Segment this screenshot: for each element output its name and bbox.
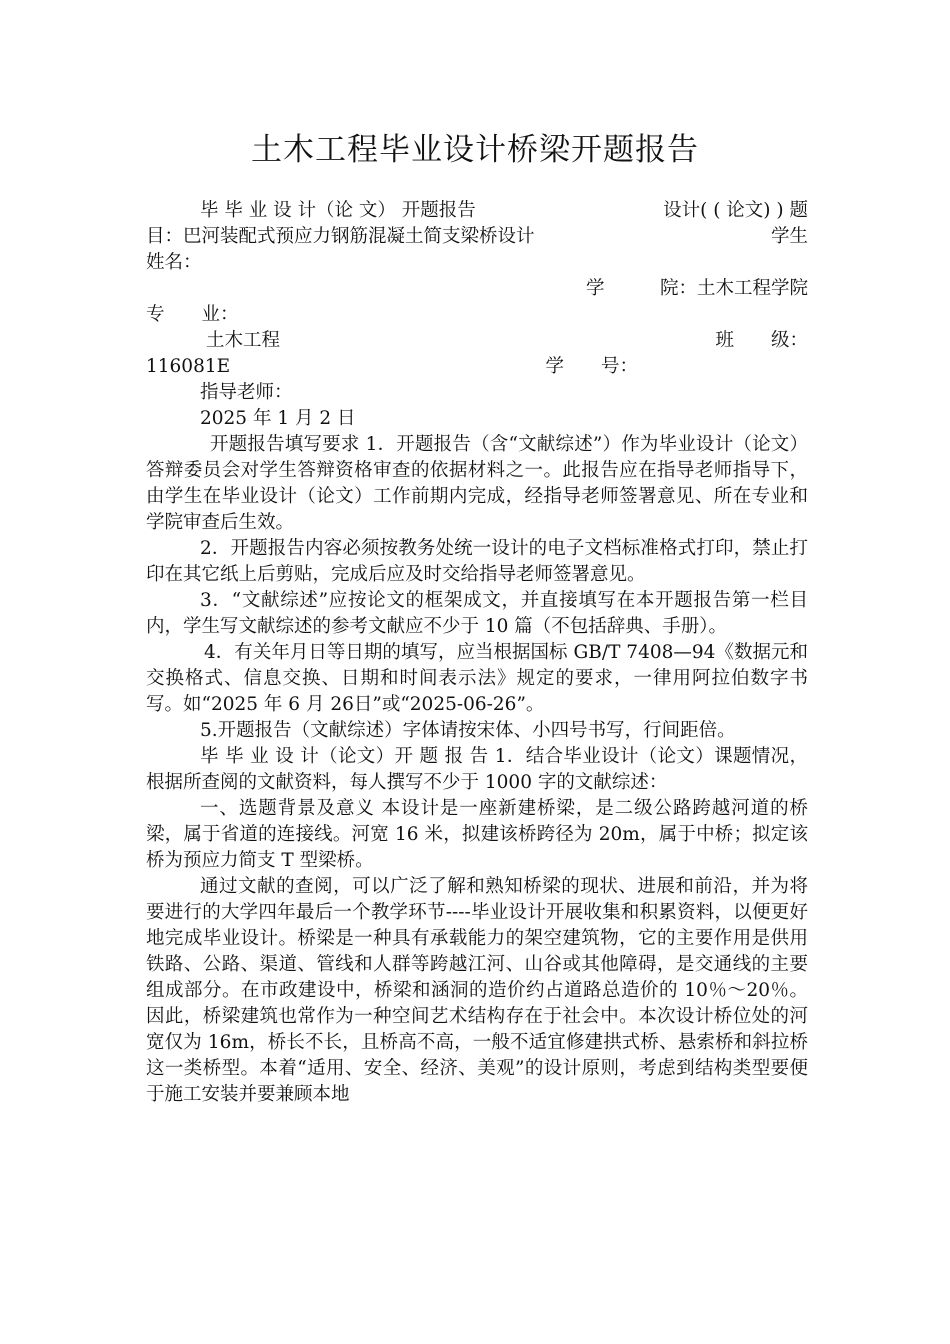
- student-no-label: 学 号：: [545, 356, 638, 377]
- advisor-label: 指导老师：: [200, 382, 293, 403]
- requirement-paragraph-4: 4．有关年月日等日期的填写，应当根据国标 GB/T 7408—94《数据元和交换格式、信息交换、日期和时间表示法》规定的要求，一律用阿拉伯数字书写。如“2025 年 6 月 26日”或“2025-06-26”。: [146, 642, 808, 715]
- requirement-paragraph-2: 2．开题报告内容必须按教务处统一设计的电子文档标准格式打印，禁止打印在其它纸上后剪贴，完成后应及时交给指导老师签署意见。: [146, 538, 808, 585]
- document-body: [146, 198, 808, 1108]
- document-title: 土木工程毕业设计桥梁开题报告: [251, 132, 699, 168]
- requirement-paragraph-1: 开题报告填写要求 1．开题报告（含“文献综述”）作为毕业设计（论文）答辩委员会对学生答辩资格审查的依据材料之一。此报告应在指导老师指导下，由学生在毕业设计（论文）工作前期内完成，经指导老师签署意见、所在专业和学院审查后生效。: [146, 434, 808, 533]
- student-name-label: 姓名：: [146, 252, 202, 273]
- literature-paragraph: 通过文献的查阅，可以广泛了解和熟知桥梁的现状、进展和前沿，并为将要进行的大学四年最后一个教学环节----毕业设计开展收集和积累资料，以便更好地完成毕业设计。桥梁是一种具有承载能力的架空建筑物，它的主要作用是供用铁路、公路、渠道、管线和人群等跨越江河、山谷或其他障碍，是交通线的主要组成部分。在市政建设中，桥梁和涵洞的造价约占道路总造价的 10％～20％。因此，桥梁建筑也常作为一种空间艺术结构存在于社会中。本次设计桥位处的河宽仅为 16m，桥长不长，且桥高不高，一般不适宜修建拱式桥、悬索桥和斜拉桥这一类桥型。本着“适用、安全、经济、美观”的设计原则，考虑到结构类型要便于施工安装并要兼顾本地: [146, 876, 808, 1105]
- section-intro-paragraph: 毕 毕 业 设 计（论文）开 题 报 告 1．结合毕业设计（论文）课题情况，根据所查阅的文献资料，每人撰写不少于 1000 字的文献综述：: [146, 746, 808, 793]
- requirement-paragraph-5: 5.开题报告（文献综述）字体请按宋体、小四号书写，行间距倍。: [200, 720, 736, 741]
- header-line-2: [146, 224, 808, 250]
- report-heading: 毕 毕 业 设 计（论 文） 开题报告: [200, 200, 476, 221]
- requirement-paragraph-3: 3．“文献综述”应按论文的框架成文，并直接填写在本开题报告第一栏目内，学生写文献综述的参考文献应不少于 10 篇（不包括辞典、手册）。: [146, 590, 808, 637]
- college-field: 学 院：土木工程学院: [585, 278, 808, 299]
- student-label-part: 学生: [770, 226, 808, 247]
- background-paragraph: 一、选题背景及意义 本设计是一座新建桥梁，是二级公路跨越河道的桥梁，属于省道的连接线。河宽 16 米，拟建该桥跨径为 20m，属于中桥；拟定该桥为预应力简支 T 型梁桥。: [146, 798, 808, 871]
- class-label: 班 级：: [715, 330, 808, 351]
- design-topic-label: 设计( ( 论文) ) 题: [663, 200, 808, 221]
- major-class-line: [146, 328, 808, 354]
- class-value: 116081E: [146, 356, 231, 377]
- class-student-no-line: [146, 354, 808, 380]
- report-date: 2025 年 1 月 2 日: [200, 408, 356, 429]
- design-topic-value: 目：巴河装配式预应力钢筋混凝土简支梁桥设计: [146, 226, 535, 247]
- major-label: 专 业：: [146, 304, 239, 325]
- major-value: 土木工程: [206, 330, 281, 351]
- header-line-1: [146, 198, 808, 224]
